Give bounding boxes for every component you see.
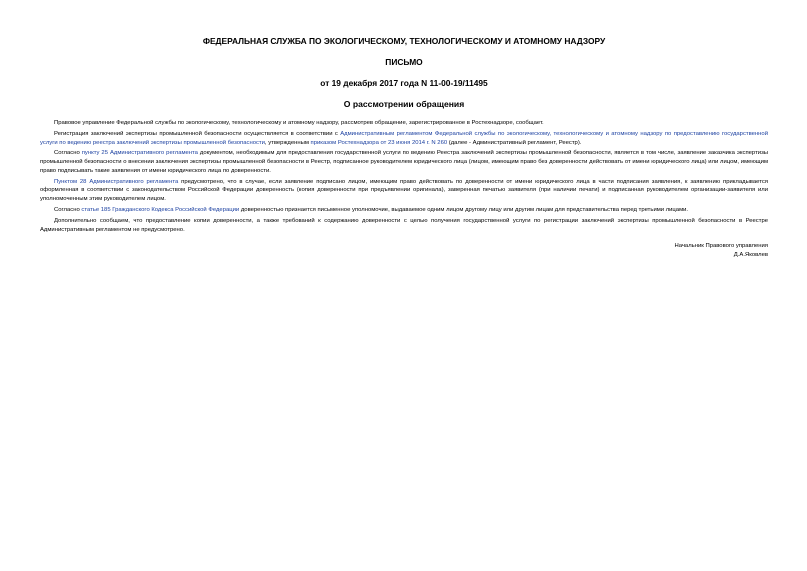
link-order-260[interactable]: приказом Ростехнадзора от 23 июня 2014 г. N 260 [310, 139, 448, 146]
paragraph-text: Дополнительно сообщаем, что предоставление копии доверенности, а также требований к содержанию доверенности с целью получения государственной услуги по регистрации заключений экспертизы промышленной безопасности в Реестре Административным регламентом не предусмотрено. [40, 217, 768, 233]
document-subject: О рассмотрении обращения [343, 99, 465, 109]
paragraph-2 [40, 130, 768, 147]
paragraph-text: , утвержденным [264, 139, 311, 146]
agency-title: ФЕДЕРАЛЬНАЯ СЛУЖБА ПО ЭКОЛОГИЧЕСКОМУ, ТЕХНОЛОГИЧЕСКОМУ И АТОМНОМУ НАДЗОРУ [202, 36, 606, 46]
paragraph-4 [40, 178, 768, 204]
paragraph-text: (далее - Административный регламент, Реестр). [447, 139, 582, 146]
document-type: ПИСЬМО [385, 57, 423, 67]
link-clause-28[interactable]: Пунктом 28 Административного регламента [54, 178, 179, 185]
link-administrative-regulation[interactable]: Административным регламентом Федеральной службы по экологическому, технологическому и атомному надзору по предоставлению государственной услуги по ведению реестра заключений экспертизы промышленной безопасности [40, 130, 768, 146]
signer-name: Д.А.Яковлев [733, 252, 768, 259]
paragraph-text: документом, необходимым для предоставления государственной услуги по ведению Реестра заключений экспертизы промышленной безопасности, является в том числе, заявление заказчика экспертизы промышленной безопасности о внесении заключения экспертизы промышленной безопасности в Реестр, подписанное руководителем юридического лица (лицом, имеющим право без доверенности действовать от имени юридического лица) или лицом, имеющим право подписывать такие заявления от имени юридического лица по доверенности. [40, 150, 769, 174]
paragraph-6 [40, 217, 768, 234]
paragraph-text: доверенностью признается письменное уполномочие, выдаваемое одним лицом другому лицу или другим лицам для представительства перед третьими лицами. [239, 207, 689, 214]
paragraph-text: Регистрация заключений экспертизы промышленной безопасности осуществляется в соответствии с [54, 130, 341, 137]
link-civil-code-185[interactable]: статье 185 Гражданского Кодекса Российской Федерации [81, 207, 240, 214]
paragraph-5 [40, 206, 768, 215]
paragraph-text: Согласно [54, 207, 82, 214]
letter-body [40, 119, 768, 234]
document-date-number: от 19 декабря 2017 года N 11-00-19/11495 [320, 78, 488, 88]
signer-title: Начальник Правового управления [674, 243, 768, 250]
paragraph-1 [40, 119, 768, 128]
signature-block [40, 242, 768, 260]
paragraph-text: предусмотрено, что в случае, если заявление подписано лицом, имеющим право действовать по доверенности от имени юридического лица в части подписания заявления, к заявлению прикладывается оформленная в соответствии с законодательством Российской Федерации доверенность (копия доверенности при предъявлении оригинала), заверенная печатью заявителя (при наличии печати) и подписанная руководителем организации-заявителя или уполномоченным этим руководителем лицом. [40, 178, 768, 203]
paragraph-text: Согласно [54, 150, 82, 157]
link-clause-25[interactable]: пункту 25 Административного регламента [81, 150, 198, 157]
paragraph-3 [40, 149, 768, 175]
paragraph-text: Правовое управление Федеральной службы по экологическому, технологическому и атомному надзору, рассмотрев обращение, зарегистрированное в Ростехнадзоре, сообщает. [54, 120, 544, 126]
document-page [40, 36, 768, 260]
